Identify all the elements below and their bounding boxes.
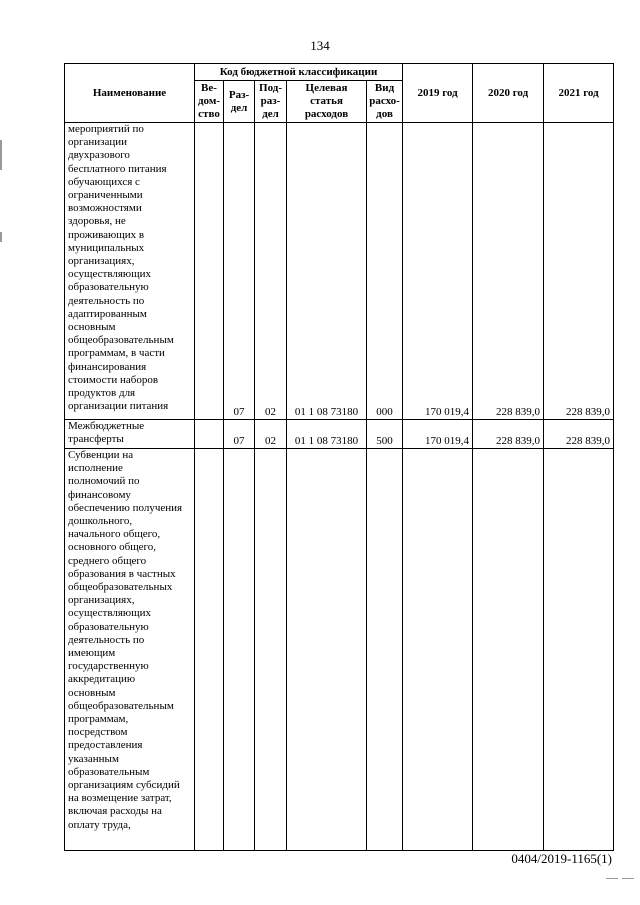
table-row	[65, 123, 614, 420]
table-header	[65, 64, 614, 123]
bottom-right-mark-2	[622, 878, 634, 879]
row-ved	[195, 123, 224, 420]
bottom-right-mark	[606, 878, 618, 879]
row-name: Субвенции на исполнение полномочий по финансовому обеспечению получения дошкольного, начального общего, основного общего, среднего общего образования в частных общеобразовательных организациях, осуществляющих образовательную деятельность по имеющим государственную аккредитацию основным общеобразовательным программам, посредством предоставления указанным образовательным организациям субсидий на возмещение затрат, включая расходы на оплату труда,	[65, 449, 195, 851]
row-2019: 170 019,4	[403, 123, 473, 420]
table-row	[65, 449, 614, 851]
row-name: мероприятий по организации двухразового бесплатного питания обучающихся с ограниченными возможностями здоровья, не проживающих в муниципальных организациях, осуществляющих образовательную деятельность по адаптированным основным общеобразовательным программам, в части финансирования стоимости наборов продуктов для организации питания	[65, 123, 195, 420]
header-2021: 2021 год	[544, 64, 614, 123]
row-2021: 228 839,0	[544, 420, 614, 449]
row-podrazdel: 02	[255, 123, 287, 420]
header-2019: 2019 год	[403, 64, 473, 123]
document-code: 0404/2019-1165(1)	[511, 851, 612, 866]
row-celevaya: 01 1 08 73180	[287, 420, 367, 449]
row-celevaya: 01 1 08 73180	[287, 123, 367, 420]
header-2020: 2020 год	[473, 64, 544, 123]
table-row	[65, 420, 614, 449]
header-razdel: Раз- дел	[224, 81, 255, 123]
row-vid	[367, 449, 403, 851]
budget-table	[64, 63, 614, 851]
row-vid: 000	[367, 123, 403, 420]
header-name: Наименование	[65, 64, 195, 123]
header-ved: Ве- дом- ство	[195, 81, 224, 123]
row-2019: 170 019,4	[403, 420, 473, 449]
row-2019	[403, 449, 473, 851]
left-edge-mark-2	[0, 232, 2, 242]
row-podrazdel: 02	[255, 420, 287, 449]
row-razdel: 07	[224, 123, 255, 420]
row-name: Межбюджетные трансферты	[65, 420, 195, 449]
row-vid: 500	[367, 420, 403, 449]
row-razdel: 07	[224, 420, 255, 449]
header-podrazdel: Под- раз- дел	[255, 81, 287, 123]
page-number: 134	[310, 38, 330, 53]
row-razdel	[224, 449, 255, 851]
row-celevaya	[287, 449, 367, 851]
row-2021	[544, 449, 614, 851]
header-celevaya: Целевая статья расходов	[287, 81, 367, 123]
header-vid: Вид расхо- дов	[367, 81, 403, 123]
header-code-group: Код бюджетной классификации	[195, 64, 403, 81]
left-edge-mark	[0, 140, 2, 170]
row-ved	[195, 420, 224, 449]
row-ved	[195, 449, 224, 851]
row-2021: 228 839,0	[544, 123, 614, 420]
row-2020	[473, 449, 544, 851]
row-2020: 228 839,0	[473, 123, 544, 420]
row-podrazdel	[255, 449, 287, 851]
row-2020: 228 839,0	[473, 420, 544, 449]
